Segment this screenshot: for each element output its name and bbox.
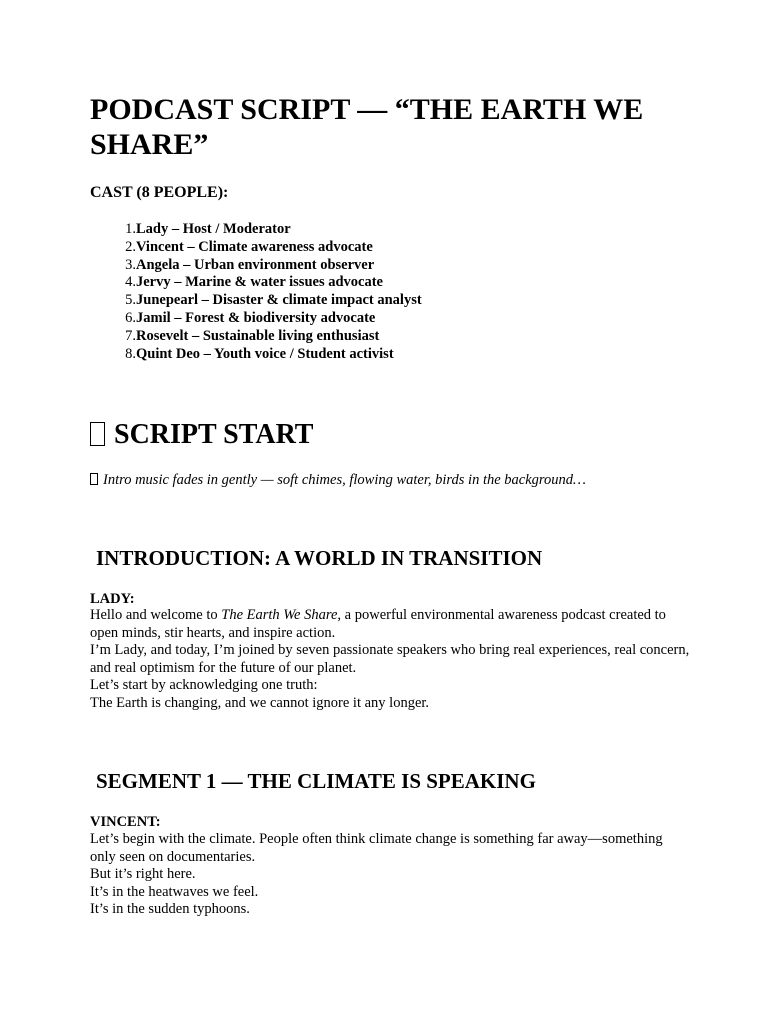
intro-line: I’m Lady, and today, I’m joined by seven passionate speakers who bring real experiences, real concern, and real optimism for the future of our planet. [90,642,690,676]
intro-line: Let’s start by acknowledging one truth: [90,677,318,694]
cast-item-number: 3. [125,256,136,273]
cast-item-text: Lady – Host / Moderator [136,221,291,237]
cast-item [90,346,422,364]
intro-line-text: , a powerful environmental awareness podcast created to open minds, stir hearts, and inspire action. [90,607,666,641]
cast-item [90,328,422,346]
music-note-icon [90,473,98,485]
cast-item [90,239,422,257]
cast-heading: CAST (8 PEOPLE): [90,184,229,201]
cast-item [90,221,422,239]
intro-music-text: Intro music fades in gently — soft chimes, flowing water, birds in the background… [103,472,586,488]
missing-glyph-icon [90,422,105,446]
cast-item-number: 1. [125,221,136,237]
introduction-heading: INTRODUCTION: A WORLD IN TRANSITION [96,546,543,570]
cast-item-number: 2. [125,238,136,255]
segment-line: But it’s right here. [90,866,196,883]
cast-item-number: 8. [125,345,136,362]
segment-line: Let’s begin with the climate. People often think climate change is something far away—something only seen on documentaries. [90,831,663,865]
cast-item-text: Quint Deo – Youth voice / Student activist [136,345,394,362]
cast-item [90,292,422,310]
cast-item-text: Jamil – Forest & biodiversity advocate [136,309,376,326]
cast-item [90,274,422,292]
segment-line: It’s in the heatwaves we feel. [90,883,259,900]
intro-line-text: Hello and welcome to [90,607,222,623]
script-start-heading [90,418,314,452]
cast-item-text: Angela – Urban environment observer [136,256,375,273]
segment1-heading: SEGMENT 1 — THE CLIMATE IS SPEAKING [96,769,536,793]
intro-music-direction [90,471,586,489]
speaker-label: LADY: [90,591,135,607]
podcast-name: The Earth We Share [221,607,338,623]
intro-line [90,607,690,642]
speaker-label: VINCENT: [90,814,161,830]
cast-item [90,310,422,328]
cast-item-number: 6. [125,309,136,326]
cast-item-number: 5. [125,292,136,309]
introduction-paragraph [90,607,690,713]
cast-item-text: Vincent – Climate awareness advocate [136,238,373,255]
cast-list [90,221,422,363]
cast-item-text: Jervy – Marine & water issues advocate [136,274,383,291]
cast-item-number: 4. [125,274,136,291]
segment-line: It’s in the sudden typhoons. [90,901,250,918]
segment1-paragraph [90,831,690,919]
cast-item-text: Junepearl – Disaster & climate impact analyst [136,292,422,309]
script-start-label: SCRIPT START [114,419,314,450]
document-title: PODCAST SCRIPT — “THE EARTH WE SHARE” [90,93,644,161]
cast-item-text: Rosevelt – Sustainable living enthusiast [136,327,380,344]
cast-item [90,257,422,275]
cast-item-number: 7. [125,327,136,344]
intro-line: The Earth is changing, and we cannot ignore it any longer. [90,694,430,711]
